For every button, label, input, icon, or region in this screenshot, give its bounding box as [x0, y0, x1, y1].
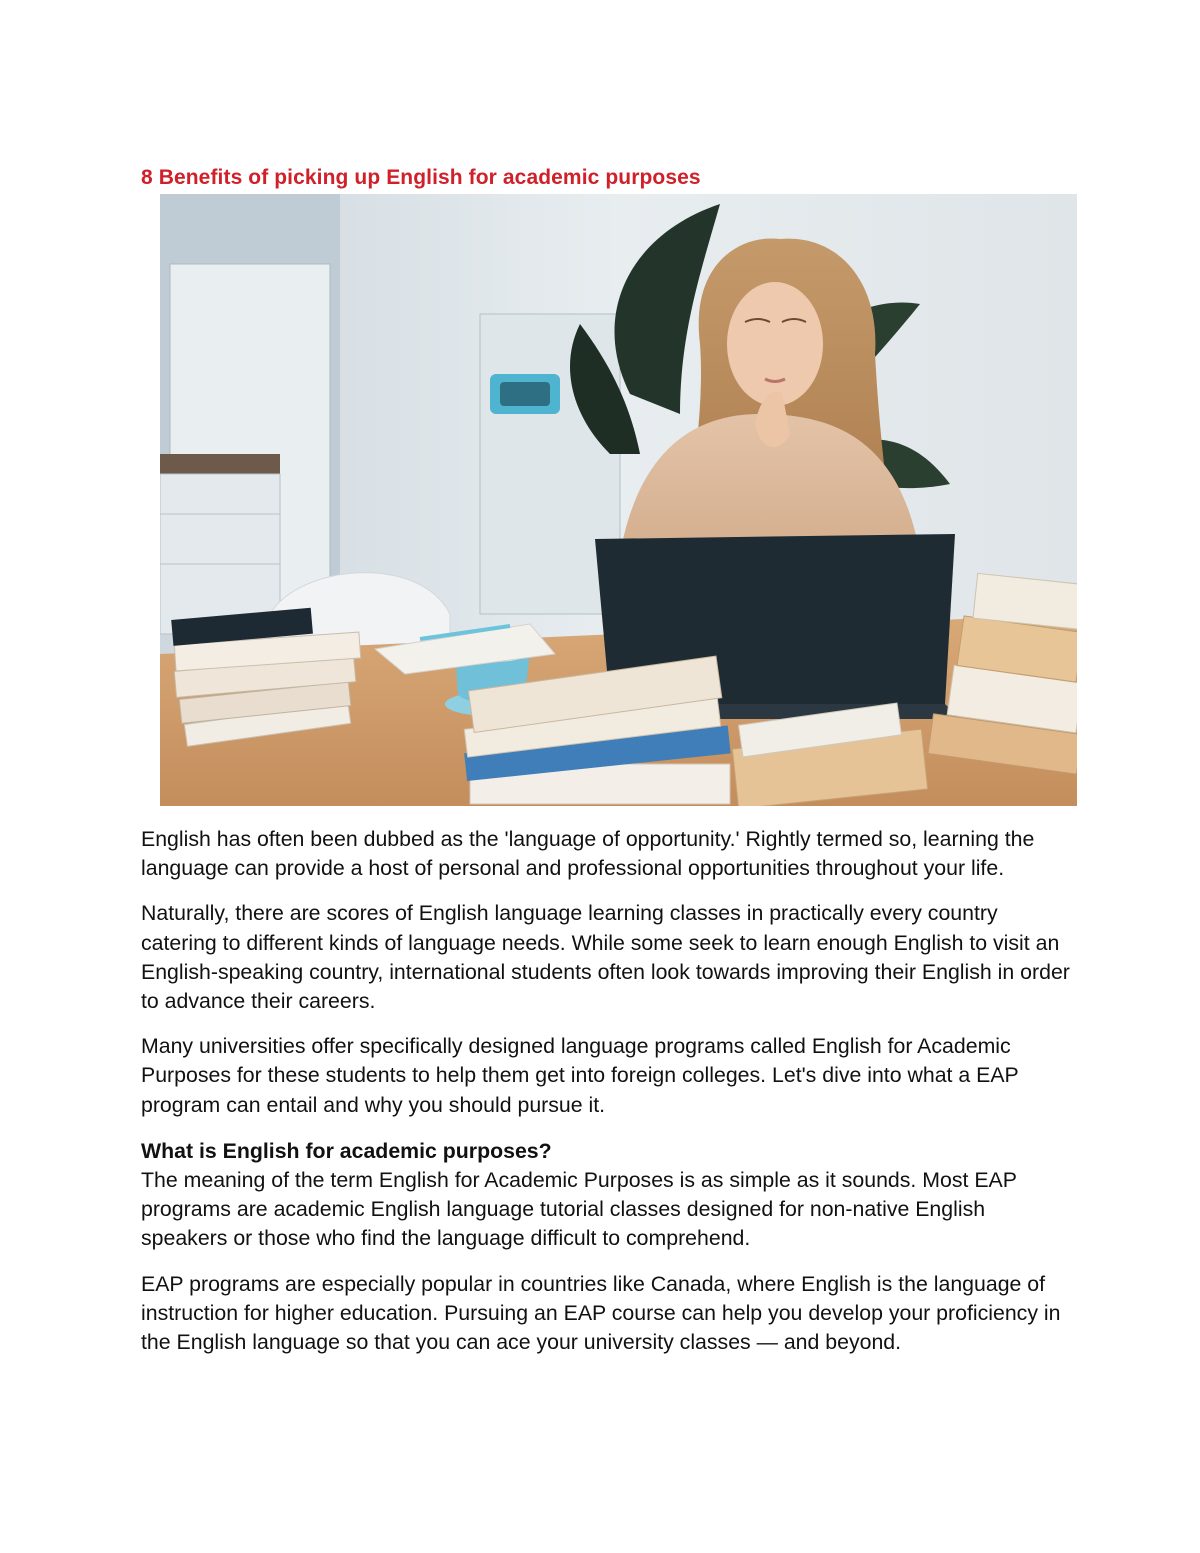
universities-paragraph: Many universities offer specifically designed language programs called English for Academic Purposes for these students to help them get into foreign colleges. Let's dive into what a EAP program can entail and why you should pursue it.: [141, 1034, 1019, 1117]
section-heading: What is English for academic purposes?: [141, 1138, 552, 1163]
photo-woman-studying-icon: [160, 194, 1077, 806]
intro-paragraph: English has often been dubbed as the 'language of opportunity.' Rightly termed so, learning the language can provide a host of personal and professional opportunities throughout your life.: [141, 827, 1035, 881]
document-page: [141, 162, 1076, 1357]
eap-meaning-paragraph: The meaning of the term English for Academic Purposes is as simple as it sounds. Most EAP programs are academic English language tutorial classes designed for non-native English speakers or those who find the language difficult to comprehend.: [141, 1168, 1017, 1251]
eap-popularity-paragraph: EAP programs are especially popular in countries like Canada, where English is the language of instruction for higher education. Pursuing an EAP course can help you develop your proficiency in the English language so that you can ace your university classes — and beyond.: [141, 1271, 1061, 1355]
classes-paragraph: Naturally, there are scores of English language learning classes in practically every country catering to different kinds of language needs. While some seek to learn enough English to visit an English-speaking country, international students often look towards improving their English in order to advance their careers.: [141, 901, 1070, 1014]
document-title: 8 Benefits of picking up English for academic purposes: [141, 166, 701, 189]
hero-image: [160, 194, 1077, 806]
